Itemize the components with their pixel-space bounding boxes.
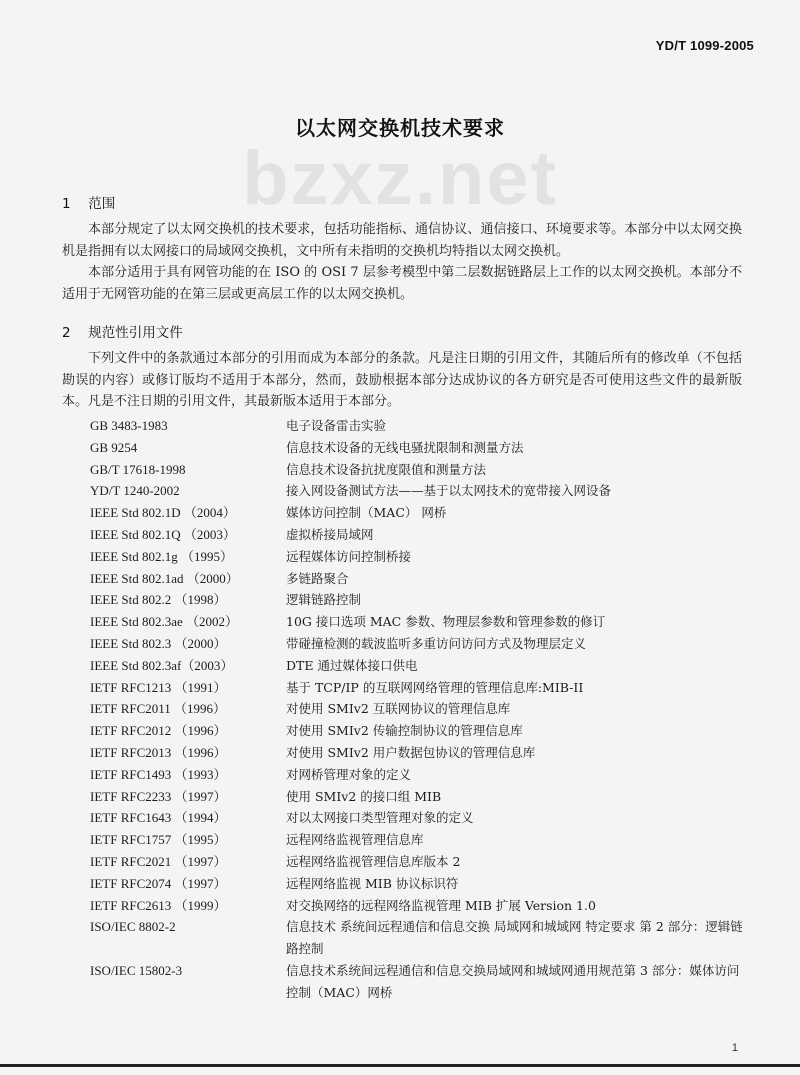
reference-code: IETF RFC1643 （1994）	[90, 810, 227, 826]
reference-code: IEEE Std 802.1g （1995）	[90, 548, 233, 564]
reference-code: IETF RFC2021 （1997）	[90, 853, 227, 869]
reference-code: IETF RFC1213 （1991）	[90, 679, 227, 695]
reference-code: GB/T 17618-1998	[90, 461, 186, 477]
section-1-number: 1	[62, 196, 71, 212]
reference-row	[90, 480, 750, 502]
reference-title: 对使用 SMIv2 传输控制协议的管理信息库	[286, 723, 523, 739]
reference-title: 对以太网接口类型管理对象的定义	[286, 810, 474, 826]
standard-code: YD/T 1099-2005	[655, 38, 754, 53]
reference-title: DTE 通过媒体接口供电	[286, 657, 418, 673]
reference-row	[90, 829, 750, 851]
reference-code: IETF RFC2613 （1999）	[90, 897, 227, 913]
reference-title: 远程媒体访问控制桥接	[286, 548, 412, 564]
reference-title: 信息技术系统间远程通信和信息交换局域网和城域网通用规范第 3 部分：媒体访问控制（MAC）网桥	[286, 962, 740, 1000]
scope-paragraph-1: 本部分规定了以太网交换机的技术要求，包括功能指标、通信协议、通信接口、环境要求等。本部分中以太网交换机是指拥有以太网接口的局域网交换机，文中所有未指明的交换机均特指以太网交换机。	[62, 222, 742, 259]
reference-title: 带碰撞检测的载波监听多重访问访问方式及物理层定义	[286, 635, 587, 651]
reference-title: 使用 SMIv2 的接口组 MIB	[286, 788, 442, 804]
reference-row	[90, 698, 750, 720]
reference-code: IETF RFC2013 （1996）	[90, 744, 227, 760]
reference-row	[90, 568, 750, 590]
reference-row	[90, 960, 750, 1004]
reference-code: IEEE Std 802.3ae （2002）	[90, 614, 239, 630]
reference-title: 远程网络监视管理信息库版本 2	[286, 853, 461, 869]
section-1-title: 范围	[88, 196, 116, 212]
reference-row	[90, 524, 750, 546]
reference-title: 接入网设备测试方法——基于以太网技术的宽带接入网设备	[286, 483, 612, 499]
reference-row	[90, 720, 750, 742]
page-number: 1	[731, 1042, 738, 1054]
reference-code: GB 3483-1983	[90, 418, 168, 433]
document-title: 以太网交换机技术要求	[295, 116, 505, 140]
reference-row	[90, 589, 750, 611]
reference-title: 逻辑链路控制	[286, 592, 362, 608]
reference-code: GB 9254	[90, 439, 138, 455]
scope-paragraph-2: 本部分适用于具有网管功能的在 ISO 的 OSI 7 层参考模型中第二层数据链路层上工作的以太网交换机。本部分不适用于无网管功能的在第三层或更高层工作的以太网交换机。	[62, 265, 742, 302]
reference-row	[90, 633, 750, 655]
reference-code: IEEE Std 802.1D （2004）	[90, 505, 236, 521]
reference-title: 对使用 SMIv2 互联网协议的管理信息库	[286, 701, 511, 717]
section-2-heading	[62, 321, 183, 341]
reference-row	[90, 916, 750, 960]
reference-title: 对网桥管理对象的定义	[286, 766, 412, 782]
reference-row	[90, 873, 750, 895]
reference-title: 远程网络监视 MIB 协议标识符	[286, 875, 459, 891]
reference-row	[90, 437, 750, 459]
reference-code: IETF RFC2011 （1996）	[90, 701, 227, 717]
reference-row	[90, 546, 750, 568]
reference-code: IEEE Std 802.3af（2003）	[90, 657, 234, 673]
section-2-title: 规范性引用文件	[88, 325, 183, 341]
reference-code: IETF RFC2012 （1996）	[90, 723, 227, 739]
reference-title: 电子设备雷击实验	[286, 418, 387, 433]
reference-title: 远程网络监视管理信息库	[286, 832, 424, 848]
reference-row	[90, 502, 750, 524]
reference-code: IETF RFC2074 （1997）	[90, 875, 227, 891]
reference-title: 信息技术 系统间远程通信和信息交换 局域网和城域网 特定要求 第 2 部分：逻辑链路控制	[286, 919, 743, 957]
reference-title: 对交换网络的远程网络监视管理 MIB 扩展 Version 1.0	[286, 897, 596, 913]
reference-row	[90, 742, 750, 764]
reference-code: ISO/IEC 15802-3	[90, 962, 183, 978]
bottom-rule	[0, 1064, 800, 1067]
reference-code: ISO/IEC 8802-2	[90, 919, 176, 935]
reference-title: 对使用 SMIv2 用户数据包协议的管理信息库	[286, 744, 536, 760]
reference-row	[90, 851, 750, 873]
reference-code: IETF RFC1493 （1993）	[90, 766, 227, 782]
reference-row	[90, 764, 750, 786]
reference-row	[90, 807, 750, 829]
reference-code: IEEE Std 802.1ad （2000）	[90, 570, 239, 586]
section-1-heading	[62, 192, 115, 212]
reference-title: 信息技术设备的无线电骚扰限制和测量方法	[286, 439, 524, 455]
references-intro-paragraph: 下列文件中的条款通过本部分的引用而成为本部分的条款。凡是注日期的引用文件，其随后所有的修改单（不包括勘误的内容）或修订版均不适用于本部分，然而，鼓励根据本部分达成协议的各方研究是否可使用这些文件的最新版本。凡是不注日期的引用文件，其最新版本适用于本部分。	[62, 351, 742, 409]
reference-code: IEEE Std 802.3 （2000）	[90, 635, 227, 651]
reference-title: 信息技术设备抗扰度限值和测量方法	[286, 461, 487, 477]
reference-code: IEEE Std 802.1Q （2003）	[90, 526, 236, 542]
reference-row	[90, 786, 750, 808]
reference-code: IETF RFC2233 （1997）	[90, 788, 227, 804]
reference-row	[90, 611, 750, 633]
reference-row	[90, 415, 750, 437]
section-2-number: 2	[62, 325, 71, 341]
reference-title: 媒体访问控制（MAC） 网桥	[286, 505, 447, 521]
reference-title: 10G 接口选项 MAC 参数、物理层参数和管理参数的修订	[286, 614, 606, 630]
reference-code: IEEE Std 802.2 （1998）	[90, 592, 227, 608]
reference-title: 基于 TCP/IP 的互联网网络管理的管理信息库:MIB-II	[286, 679, 584, 695]
reference-code: IETF RFC1757 （1995）	[90, 832, 227, 848]
reference-title: 多链路聚合	[286, 570, 349, 586]
watermark: bzxz.net	[242, 136, 558, 221]
reference-row	[90, 677, 750, 699]
reference-row	[90, 459, 750, 481]
reference-row	[90, 655, 750, 677]
reference-title: 虚拟桥接局域网	[286, 526, 374, 542]
reference-code: YD/T 1240-2002	[90, 483, 180, 499]
reference-row	[90, 895, 750, 917]
reference-list	[90, 415, 750, 1004]
